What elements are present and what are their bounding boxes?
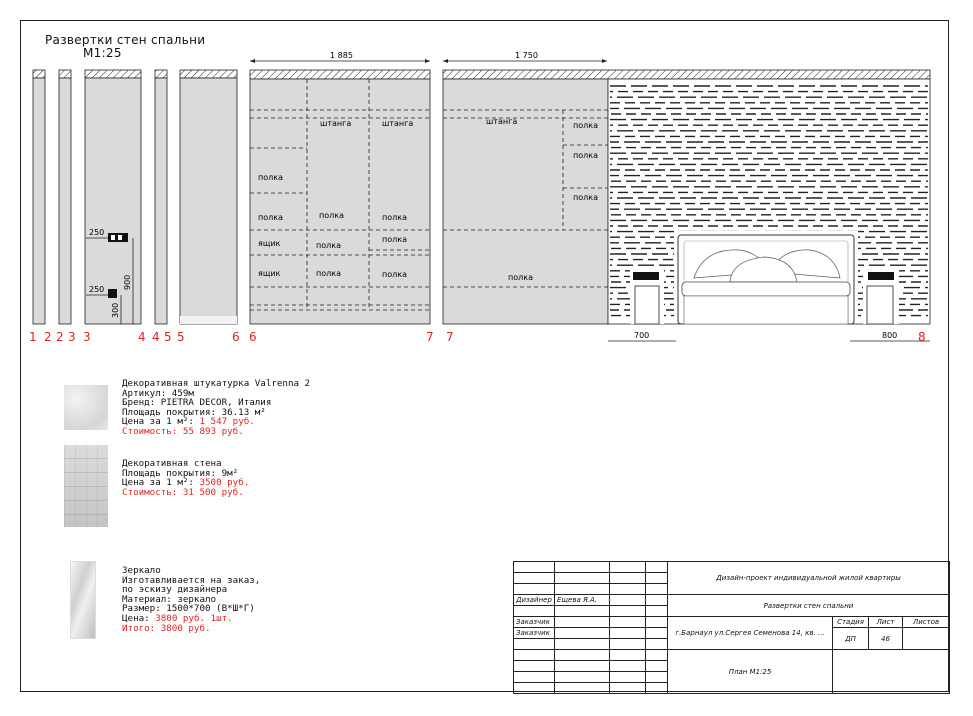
stamp-cell: [646, 628, 668, 639]
stamp-drawing-title: Развертки стен спальни: [668, 595, 950, 617]
stamp-cell: [646, 650, 668, 661]
stamp-cell: [610, 628, 646, 639]
socket-dim-900: 900: [123, 274, 132, 290]
stamp-cell: [610, 584, 646, 595]
stamp-cell: [610, 683, 646, 694]
wardrobe-1-shelf-g: полка: [316, 269, 341, 278]
wall-strip-1: [33, 70, 45, 78]
stamp-cell: [610, 617, 646, 628]
stamp-cell: [646, 562, 668, 573]
stamp-cell: [555, 562, 610, 573]
stamp-cell: [646, 573, 668, 584]
wardrobe-1-rod-b: штанга: [382, 119, 414, 128]
stamp-cell: [610, 573, 646, 584]
wall-strip-5-face: [180, 78, 237, 324]
material-line: Декоративная штукатурка Valrenna 2: [122, 378, 311, 389]
material-line: Бренд: PIETRA DECOR, Италия: [122, 397, 272, 409]
axis-number: 3: [68, 330, 76, 344]
stamp-stage: ДП: [833, 628, 869, 650]
wardrobe-1-shelf-h: полка: [382, 270, 407, 279]
wall-strip-2-face: [59, 78, 71, 324]
stamp-cell: [514, 562, 555, 573]
price-value: 3500 руб.: [199, 477, 250, 489]
wardrobe-2-shelf-a: полка: [573, 121, 598, 130]
material-line: Декоративная стена: [122, 458, 222, 469]
stamp-cell: [646, 606, 668, 617]
stamp-cell: [514, 573, 555, 584]
stamp-sheet-no: 46: [869, 628, 903, 650]
stamp-project-title: Дизайн-проект индивидуальной жилой квартиры: [668, 562, 950, 595]
stamp-cell: [555, 639, 610, 650]
stamp-cell: [555, 573, 610, 584]
axis-number: 2: [56, 330, 64, 344]
sheet-title-text: Развертки стен спальни: [45, 33, 206, 47]
wardrobe-2-shelf-d: полка: [508, 273, 533, 282]
stamp-sheet-label: Лист: [869, 617, 903, 628]
overall-dimensions: [250, 51, 607, 63]
wall-strip-5-baseboard: [180, 316, 237, 324]
stamp-cell: [610, 661, 646, 672]
axis-number: 5: [164, 330, 172, 344]
stamp-cell: [646, 617, 668, 628]
material-line: Площадь покрытия: 36.13 м²: [122, 406, 266, 418]
material-decor-wall: [64, 459, 504, 497]
axis-number: 6: [232, 330, 240, 344]
stamp-cell: [555, 617, 610, 628]
stamp-customer-label-1: Заказчик: [514, 617, 555, 628]
wardrobe-1-hatch: [250, 70, 430, 79]
price-label: Цена за 1 м²:: [122, 477, 194, 489]
dim-1750-arrow-l: [443, 59, 448, 63]
stamp-cell: [610, 562, 646, 573]
socket-left-icon: [633, 272, 659, 280]
material-line: Изготавливается на заказ,: [122, 574, 261, 586]
material-total: Стоимость: 55 893 руб.: [122, 425, 244, 437]
dim-text-700: 700: [634, 331, 650, 340]
axis-number: 3: [83, 330, 91, 344]
stamp-cell: [555, 650, 610, 661]
dim-1885-arrow-r: [425, 59, 430, 63]
dim-1750-arrow-r: [602, 59, 607, 63]
stamp-cell: [646, 584, 668, 595]
wall-strip-1-face: [33, 78, 45, 324]
bed-icon: [678, 235, 854, 324]
stamp-cell: [646, 672, 668, 683]
stamp-cell: [646, 639, 668, 650]
wardrobe-1-shelf-f: полка: [316, 241, 341, 250]
stamp-cell: [555, 683, 610, 694]
price-value: 3800 руб. 1шт.: [155, 612, 233, 624]
price-label: Цена:: [122, 612, 150, 624]
socket-dim-lower: 250: [89, 285, 105, 294]
material-line: Площадь покрытия: 9м²: [122, 467, 239, 479]
stamp-cell: [514, 650, 555, 661]
material-line: по эскизу дизайнера: [122, 584, 228, 596]
socket-lower-icon: [108, 289, 117, 298]
wall-strip-3: [85, 70, 141, 78]
stamp-cell: [646, 661, 668, 672]
stamp-cell: [555, 661, 610, 672]
stamp-cell: [646, 595, 668, 606]
stamp-cell: [555, 606, 610, 617]
socket-upper-slot-a: [111, 235, 115, 240]
wardrobe-2-shelf-b: полка: [573, 151, 598, 160]
wall-7-8-hatch: [443, 70, 930, 79]
material-line: Зеркало: [122, 565, 161, 576]
wardrobe-1-shelf-c: полка: [319, 211, 344, 220]
wardrobe-1-rod-a: штанга: [320, 119, 352, 128]
stamp-cell: [514, 672, 555, 683]
stamp-designer-label: Дизайнер: [514, 595, 555, 606]
socket-right-icon: [868, 272, 894, 280]
axis-number: 4: [138, 330, 146, 344]
material-total: Итого: 3800 руб.: [122, 622, 211, 634]
dim-1885-arrow-l: [250, 59, 255, 63]
axis-number: 1: [29, 330, 37, 344]
wardrobe-2-rod: штанга: [486, 117, 518, 126]
axis-number: 8: [918, 330, 926, 344]
stamp-cell: [514, 639, 555, 650]
dim-text-800: 800: [882, 331, 898, 340]
stamp-cell: [646, 683, 668, 694]
bedside-table-right: [867, 286, 893, 324]
wardrobe-1-face: [250, 79, 430, 324]
stamp-cell: [555, 672, 610, 683]
axis-number: 7: [426, 330, 434, 344]
wardrobe-1-shelf-a: полка: [258, 173, 283, 182]
axis-number: 4: [152, 330, 160, 344]
stamp-cell: [610, 672, 646, 683]
price-label: Цена за 1 м²:: [122, 416, 194, 428]
axis-number: 6: [249, 330, 257, 344]
stamp-stage-label: Стадия: [833, 617, 869, 628]
material-line: Размер: 1500*700 (В*Ш*Г): [122, 603, 255, 615]
title-block: [513, 561, 950, 694]
wardrobe-1-drawer-b: ящик: [258, 269, 281, 278]
socket-upper-slot-b: [118, 235, 122, 240]
material-mirror: [64, 566, 504, 633]
bed-wall: [608, 79, 930, 341]
material-line: Артикул: 459м: [122, 387, 194, 399]
wall-strip-5: [180, 70, 237, 78]
stamp-address: г.Барнаул ул.Сергея Семенова 14, кв. ...: [668, 617, 833, 650]
bedside-table-left: [635, 286, 659, 324]
stamp-plan-scale: План М1:25: [668, 650, 833, 694]
wall-strips: [33, 70, 237, 324]
socket-dim-300: 300: [111, 302, 120, 318]
wardrobe-1-shelf-e: полка: [382, 235, 407, 244]
stamp-designer-name: Ещева Я.А.: [555, 595, 610, 606]
socket-dim-upper: 250: [89, 228, 105, 237]
stamp-cell: [514, 606, 555, 617]
stamp-cell: [833, 650, 950, 694]
stamp-sheets-label: Листов: [903, 617, 950, 628]
stamp-cell: [555, 628, 610, 639]
wardrobe-wall-1: [250, 70, 430, 324]
wall-strip-4-face: [155, 78, 167, 324]
material-line: Материал: зеркало: [122, 593, 217, 605]
wardrobe-2-shelf-c: полка: [573, 193, 598, 202]
wall-strip-4: [155, 70, 167, 78]
wall-strip-2: [59, 70, 71, 78]
wardrobe-1-shelf-d: полка: [382, 213, 407, 222]
stamp-cell: [610, 650, 646, 661]
material-plaster: [64, 379, 504, 437]
axis-number: 7: [446, 330, 454, 344]
material-total: Стоимость: 31 500 руб.: [122, 486, 244, 498]
dim-text-1885: 1 885: [330, 51, 353, 60]
stamp-cell: [610, 639, 646, 650]
stamp-cell: [903, 628, 950, 650]
stamp-cell: [514, 683, 555, 694]
wardrobe-1-shelf-b: полка: [258, 213, 283, 222]
axis-number: 5: [177, 330, 185, 344]
wardrobe-1-drawer-a: ящик: [258, 239, 281, 248]
stamp-cell: [610, 606, 646, 617]
price-value: 1 547 руб.: [199, 416, 255, 428]
axis-number: 2: [44, 330, 52, 344]
axis-numbers: [29, 330, 926, 344]
stamp-cell: [514, 584, 555, 595]
stamp-cell: [610, 595, 646, 606]
sheet-scale: М1:25: [83, 46, 122, 60]
stamp-cell: [514, 661, 555, 672]
dim-text-1750: 1 750: [515, 51, 538, 60]
stamp-customer-label-2: Заказчик: [514, 628, 555, 639]
stamp-cell: [555, 584, 610, 595]
